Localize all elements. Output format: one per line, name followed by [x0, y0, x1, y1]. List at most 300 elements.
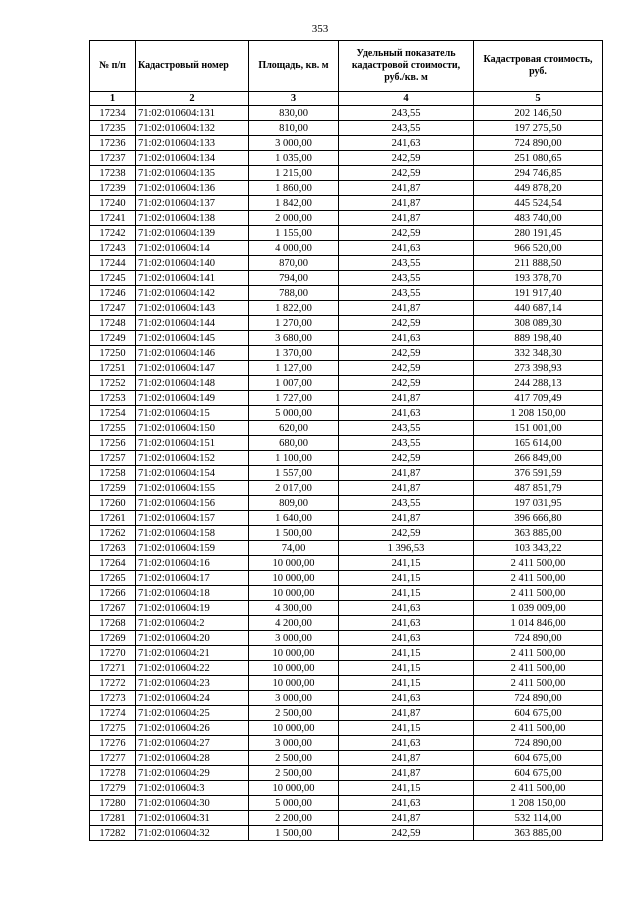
- unit-rate-cell: 241,63: [339, 796, 474, 811]
- cadastral-number-cell: 71:02:010604:158: [136, 526, 249, 541]
- cadastral-value-cell: 193 378,70: [474, 271, 603, 286]
- unit-rate-cell: 242,59: [339, 451, 474, 466]
- cadastral-number-cell: 71:02:010604:149: [136, 391, 249, 406]
- table-row: [90, 361, 603, 376]
- area-cell: 3 000,00: [249, 736, 339, 751]
- cadastral-number-cell: 71:02:010604:150: [136, 421, 249, 436]
- table-row: [90, 721, 603, 736]
- cadastral-value-cell: 2 411 500,00: [474, 781, 603, 796]
- area-cell: 2 500,00: [249, 706, 339, 721]
- cadastral-value-cell: 332 348,30: [474, 346, 603, 361]
- cadastral-value-cell: 724 890,00: [474, 736, 603, 751]
- row-index-cell: 17259: [90, 481, 136, 496]
- table-row: [90, 541, 603, 556]
- area-cell: 2 200,00: [249, 811, 339, 826]
- area-cell: 3 000,00: [249, 631, 339, 646]
- column-number: 5: [474, 92, 603, 106]
- unit-rate-cell: 241,15: [339, 721, 474, 736]
- row-index-cell: 17275: [90, 721, 136, 736]
- table-row: [90, 781, 603, 796]
- table-row: [90, 556, 603, 571]
- cadastral-value-cell: 417 709,49: [474, 391, 603, 406]
- cadastral-number-cell: 71:02:010604:154: [136, 466, 249, 481]
- unit-rate-cell: 242,59: [339, 361, 474, 376]
- table-row: [90, 121, 603, 136]
- area-cell: 809,00: [249, 496, 339, 511]
- cadastral-number-cell: 71:02:010604:140: [136, 256, 249, 271]
- cadastral-value-cell: 440 687,14: [474, 301, 603, 316]
- unit-rate-cell: 241,63: [339, 691, 474, 706]
- area-cell: 810,00: [249, 121, 339, 136]
- column-number: 4: [339, 92, 474, 106]
- area-cell: 1 500,00: [249, 526, 339, 541]
- cadastral-number-cell: 71:02:010604:14: [136, 241, 249, 256]
- area-cell: 1 215,00: [249, 166, 339, 181]
- table-row: [90, 151, 603, 166]
- header-cadastral-value: Кадастровая стоимость, руб.: [474, 41, 603, 92]
- cadastral-value-cell: 2 411 500,00: [474, 556, 603, 571]
- row-index-cell: 17271: [90, 661, 136, 676]
- table-row: [90, 406, 603, 421]
- cadastral-number-cell: 71:02:010604:135: [136, 166, 249, 181]
- cadastral-value-cell: 308 089,30: [474, 316, 603, 331]
- row-index-cell: 17267: [90, 601, 136, 616]
- cadastral-value-cell: 294 746,85: [474, 166, 603, 181]
- row-index-cell: 17245: [90, 271, 136, 286]
- area-cell: 870,00: [249, 256, 339, 271]
- area-cell: 10 000,00: [249, 661, 339, 676]
- table-row: [90, 706, 603, 721]
- row-index-cell: 17279: [90, 781, 136, 796]
- cadastral-value-cell: 244 288,13: [474, 376, 603, 391]
- area-cell: 1 100,00: [249, 451, 339, 466]
- row-index-cell: 17276: [90, 736, 136, 751]
- area-cell: 1 557,00: [249, 466, 339, 481]
- cadastral-value-cell: 197 031,95: [474, 496, 603, 511]
- cadastral-number-cell: 71:02:010604:26: [136, 721, 249, 736]
- table-row: [90, 241, 603, 256]
- area-cell: 2 500,00: [249, 751, 339, 766]
- area-cell: 1 270,00: [249, 316, 339, 331]
- area-cell: 1 007,00: [249, 376, 339, 391]
- cadastral-number-cell: 71:02:010604:19: [136, 601, 249, 616]
- area-cell: 3 000,00: [249, 136, 339, 151]
- cadastral-table: [89, 40, 603, 841]
- cadastral-number-cell: 71:02:010604:3: [136, 781, 249, 796]
- table-row: [90, 826, 603, 841]
- area-cell: 2 500,00: [249, 766, 339, 781]
- column-number-row: [90, 92, 603, 106]
- cadastral-number-cell: 71:02:010604:134: [136, 151, 249, 166]
- cadastral-number-cell: 71:02:010604:21: [136, 646, 249, 661]
- unit-rate-cell: 241,87: [339, 466, 474, 481]
- cadastral-value-cell: 724 890,00: [474, 631, 603, 646]
- row-index-cell: 17243: [90, 241, 136, 256]
- cadastral-value-cell: 2 411 500,00: [474, 661, 603, 676]
- unit-rate-cell: 241,87: [339, 811, 474, 826]
- unit-rate-cell: 241,63: [339, 631, 474, 646]
- cadastral-number-cell: 71:02:010604:147: [136, 361, 249, 376]
- cadastral-number-cell: 71:02:010604:20: [136, 631, 249, 646]
- table-row: [90, 376, 603, 391]
- table-row: [90, 106, 603, 121]
- row-index-cell: 17250: [90, 346, 136, 361]
- unit-rate-cell: 243,55: [339, 121, 474, 136]
- cadastral-number-cell: 71:02:010604:141: [136, 271, 249, 286]
- cadastral-value-cell: 376 591,59: [474, 466, 603, 481]
- row-index-cell: 17264: [90, 556, 136, 571]
- header-cadastral-number: Кадастровый номер: [136, 41, 249, 92]
- unit-rate-cell: 241,15: [339, 586, 474, 601]
- row-index-cell: 17258: [90, 466, 136, 481]
- row-index-cell: 17268: [90, 616, 136, 631]
- area-cell: 3 000,00: [249, 691, 339, 706]
- cadastral-value-cell: 396 666,80: [474, 511, 603, 526]
- row-index-cell: 17244: [90, 256, 136, 271]
- row-index-cell: 17269: [90, 631, 136, 646]
- cadastral-value-cell: 151 001,00: [474, 421, 603, 436]
- unit-rate-cell: 241,87: [339, 181, 474, 196]
- unit-rate-cell: 243,55: [339, 271, 474, 286]
- cadastral-value-cell: 280 191,45: [474, 226, 603, 241]
- cadastral-value-cell: 251 080,65: [474, 151, 603, 166]
- unit-rate-cell: 242,59: [339, 166, 474, 181]
- cadastral-value-cell: 191 917,40: [474, 286, 603, 301]
- area-cell: 1 155,00: [249, 226, 339, 241]
- column-number: 2: [136, 92, 249, 106]
- unit-rate-cell: 241,15: [339, 571, 474, 586]
- table-row: [90, 571, 603, 586]
- cadastral-value-cell: 363 885,00: [474, 826, 603, 841]
- cadastral-value-cell: 445 524,54: [474, 196, 603, 211]
- cadastral-number-cell: 71:02:010604:138: [136, 211, 249, 226]
- area-cell: 1 640,00: [249, 511, 339, 526]
- table-row: [90, 646, 603, 661]
- area-cell: 5 000,00: [249, 796, 339, 811]
- unit-rate-cell: 242,59: [339, 316, 474, 331]
- cadastral-number-cell: 71:02:010604:131: [136, 106, 249, 121]
- cadastral-value-cell: 604 675,00: [474, 751, 603, 766]
- unit-rate-cell: 243,55: [339, 286, 474, 301]
- row-index-cell: 17236: [90, 136, 136, 151]
- area-cell: 10 000,00: [249, 721, 339, 736]
- area-cell: 1 842,00: [249, 196, 339, 211]
- table-row: [90, 271, 603, 286]
- area-cell: 4 200,00: [249, 616, 339, 631]
- unit-rate-cell: 242,59: [339, 826, 474, 841]
- unit-rate-cell: 243,55: [339, 106, 474, 121]
- area-cell: 1 727,00: [249, 391, 339, 406]
- area-cell: 10 000,00: [249, 571, 339, 586]
- table-row: [90, 676, 603, 691]
- row-index-cell: 17265: [90, 571, 136, 586]
- area-cell: 10 000,00: [249, 676, 339, 691]
- table-row: [90, 211, 603, 226]
- unit-rate-cell: 241,87: [339, 706, 474, 721]
- row-index-cell: 17278: [90, 766, 136, 781]
- row-index-cell: 17277: [90, 751, 136, 766]
- table-row: [90, 511, 603, 526]
- row-index-cell: 17238: [90, 166, 136, 181]
- row-index-cell: 17246: [90, 286, 136, 301]
- table-row: [90, 166, 603, 181]
- row-index-cell: 17281: [90, 811, 136, 826]
- table-row: [90, 526, 603, 541]
- area-cell: 74,00: [249, 541, 339, 556]
- cadastral-number-cell: 71:02:010604:16: [136, 556, 249, 571]
- table-row: [90, 331, 603, 346]
- unit-rate-cell: 243,55: [339, 436, 474, 451]
- unit-rate-cell: 241,15: [339, 646, 474, 661]
- table-row: [90, 451, 603, 466]
- table-row: [90, 766, 603, 781]
- cadastral-number-cell: 71:02:010604:17: [136, 571, 249, 586]
- unit-rate-cell: 241,15: [339, 661, 474, 676]
- area-cell: 3 680,00: [249, 331, 339, 346]
- area-cell: 4 300,00: [249, 601, 339, 616]
- table-row: [90, 391, 603, 406]
- area-cell: 794,00: [249, 271, 339, 286]
- table-row: [90, 616, 603, 631]
- unit-rate-cell: 241,87: [339, 481, 474, 496]
- page-number: 353: [311, 23, 329, 35]
- row-index-cell: 17261: [90, 511, 136, 526]
- row-index-cell: 17260: [90, 496, 136, 511]
- row-index-cell: 17242: [90, 226, 136, 241]
- cadastral-number-cell: 71:02:010604:155: [136, 481, 249, 496]
- cadastral-number-cell: 71:02:010604:137: [136, 196, 249, 211]
- cadastral-value-cell: 2 411 500,00: [474, 571, 603, 586]
- row-index-cell: 17256: [90, 436, 136, 451]
- area-cell: 1 860,00: [249, 181, 339, 196]
- row-index-cell: 17241: [90, 211, 136, 226]
- table-row: [90, 736, 603, 751]
- area-cell: 4 000,00: [249, 241, 339, 256]
- cadastral-value-cell: 197 275,50: [474, 121, 603, 136]
- row-index-cell: 17273: [90, 691, 136, 706]
- row-index-cell: 17266: [90, 586, 136, 601]
- unit-rate-cell: 241,15: [339, 781, 474, 796]
- cadastral-number-cell: 71:02:010604:27: [136, 736, 249, 751]
- column-number: 1: [90, 92, 136, 106]
- row-index-cell: 17254: [90, 406, 136, 421]
- cadastral-value-cell: 724 890,00: [474, 691, 603, 706]
- table-row: [90, 661, 603, 676]
- cadastral-number-cell: 71:02:010604:139: [136, 226, 249, 241]
- unit-rate-cell: 241,87: [339, 751, 474, 766]
- area-cell: 1 500,00: [249, 826, 339, 841]
- row-index-cell: 17249: [90, 331, 136, 346]
- cadastral-number-cell: 71:02:010604:142: [136, 286, 249, 301]
- row-index-cell: 17248: [90, 316, 136, 331]
- area-cell: 1 127,00: [249, 361, 339, 376]
- table-row: [90, 226, 603, 241]
- area-cell: 5 000,00: [249, 406, 339, 421]
- cadastral-value-cell: 2 411 500,00: [474, 721, 603, 736]
- unit-rate-cell: 1 396,53: [339, 541, 474, 556]
- unit-rate-cell: 241,63: [339, 331, 474, 346]
- area-cell: 1 035,00: [249, 151, 339, 166]
- cadastral-value-cell: 273 398,93: [474, 361, 603, 376]
- unit-rate-cell: 242,59: [339, 346, 474, 361]
- cadastral-number-cell: 71:02:010604:152: [136, 451, 249, 466]
- cadastral-value-cell: 165 614,00: [474, 436, 603, 451]
- cadastral-value-cell: 2 411 500,00: [474, 676, 603, 691]
- area-cell: 620,00: [249, 421, 339, 436]
- table-row: [90, 256, 603, 271]
- cadastral-value-cell: 202 146,50: [474, 106, 603, 121]
- header-index: № п/п: [90, 41, 136, 92]
- cadastral-number-cell: 71:02:010604:31: [136, 811, 249, 826]
- cadastral-value-cell: 211 888,50: [474, 256, 603, 271]
- table-row: [90, 586, 603, 601]
- cadastral-number-cell: 71:02:010604:143: [136, 301, 249, 316]
- table-row: [90, 196, 603, 211]
- cadastral-value-cell: 483 740,00: [474, 211, 603, 226]
- row-index-cell: 17270: [90, 646, 136, 661]
- cadastral-value-cell: 1 039 009,00: [474, 601, 603, 616]
- unit-rate-cell: 241,63: [339, 136, 474, 151]
- cadastral-number-cell: 71:02:010604:29: [136, 766, 249, 781]
- table-row: [90, 811, 603, 826]
- area-cell: 1 822,00: [249, 301, 339, 316]
- cadastral-value-cell: 2 411 500,00: [474, 646, 603, 661]
- unit-rate-cell: 241,87: [339, 766, 474, 781]
- row-index-cell: 17252: [90, 376, 136, 391]
- table-row: [90, 691, 603, 706]
- cadastral-number-cell: 71:02:010604:159: [136, 541, 249, 556]
- table-row: [90, 301, 603, 316]
- table-row: [90, 421, 603, 436]
- cadastral-number-cell: 71:02:010604:32: [136, 826, 249, 841]
- row-index-cell: 17282: [90, 826, 136, 841]
- row-index-cell: 17235: [90, 121, 136, 136]
- row-index-cell: 17262: [90, 526, 136, 541]
- table-row: [90, 466, 603, 481]
- row-index-cell: 17251: [90, 361, 136, 376]
- cadastral-value-cell: 487 851,79: [474, 481, 603, 496]
- area-cell: 830,00: [249, 106, 339, 121]
- cadastral-number-cell: 71:02:010604:24: [136, 691, 249, 706]
- cadastral-number-cell: 71:02:010604:23: [136, 676, 249, 691]
- table-row: [90, 136, 603, 151]
- unit-rate-cell: 241,15: [339, 556, 474, 571]
- cadastral-value-cell: 2 411 500,00: [474, 586, 603, 601]
- cadastral-number-cell: 71:02:010604:136: [136, 181, 249, 196]
- table-row: [90, 796, 603, 811]
- cadastral-number-cell: 71:02:010604:156: [136, 496, 249, 511]
- cadastral-number-cell: 71:02:010604:148: [136, 376, 249, 391]
- cadastral-number-cell: 71:02:010604:151: [136, 436, 249, 451]
- cadastral-number-cell: 71:02:010604:132: [136, 121, 249, 136]
- area-cell: 788,00: [249, 286, 339, 301]
- cadastral-value-cell: 604 675,00: [474, 706, 603, 721]
- cadastral-number-cell: 71:02:010604:18: [136, 586, 249, 601]
- cadastral-value-cell: 1 208 150,00: [474, 796, 603, 811]
- area-cell: 10 000,00: [249, 586, 339, 601]
- cadastral-number-cell: 71:02:010604:15: [136, 406, 249, 421]
- row-index-cell: 17274: [90, 706, 136, 721]
- cadastral-number-cell: 71:02:010604:2: [136, 616, 249, 631]
- unit-rate-cell: 241,87: [339, 196, 474, 211]
- row-index-cell: 17280: [90, 796, 136, 811]
- cadastral-value-cell: 1 208 150,00: [474, 406, 603, 421]
- table-row: [90, 346, 603, 361]
- unit-rate-cell: 241,87: [339, 511, 474, 526]
- unit-rate-cell: 242,59: [339, 526, 474, 541]
- table-row: [90, 496, 603, 511]
- table-row: [90, 481, 603, 496]
- row-index-cell: 17255: [90, 421, 136, 436]
- unit-rate-cell: 241,87: [339, 301, 474, 316]
- cadastral-value-cell: 1 014 846,00: [474, 616, 603, 631]
- cadastral-value-cell: 532 114,00: [474, 811, 603, 826]
- row-index-cell: 17237: [90, 151, 136, 166]
- table-row: [90, 181, 603, 196]
- unit-rate-cell: 241,63: [339, 406, 474, 421]
- table-row: [90, 286, 603, 301]
- unit-rate-cell: 241,63: [339, 601, 474, 616]
- unit-rate-cell: 242,59: [339, 376, 474, 391]
- unit-rate-cell: 241,63: [339, 616, 474, 631]
- area-cell: 10 000,00: [249, 781, 339, 796]
- area-cell: 10 000,00: [249, 556, 339, 571]
- cadastral-value-cell: 966 520,00: [474, 241, 603, 256]
- unit-rate-cell: 241,63: [339, 241, 474, 256]
- cadastral-value-cell: 724 890,00: [474, 136, 603, 151]
- unit-rate-cell: 241,87: [339, 391, 474, 406]
- cadastral-number-cell: 71:02:010604:133: [136, 136, 249, 151]
- table-row: [90, 316, 603, 331]
- cadastral-value-cell: 266 849,00: [474, 451, 603, 466]
- cadastral-value-cell: 889 198,40: [474, 331, 603, 346]
- table-row: [90, 751, 603, 766]
- unit-rate-cell: 241,15: [339, 676, 474, 691]
- cadastral-value-cell: 449 878,20: [474, 181, 603, 196]
- area-cell: 2 017,00: [249, 481, 339, 496]
- cadastral-value-cell: 103 343,22: [474, 541, 603, 556]
- row-index-cell: 17253: [90, 391, 136, 406]
- cadastral-number-cell: 71:02:010604:25: [136, 706, 249, 721]
- area-cell: 10 000,00: [249, 646, 339, 661]
- column-number: 3: [249, 92, 339, 106]
- unit-rate-cell: 242,59: [339, 226, 474, 241]
- header-row: [90, 41, 603, 92]
- cadastral-number-cell: 71:02:010604:144: [136, 316, 249, 331]
- cadastral-number-cell: 71:02:010604:30: [136, 796, 249, 811]
- cadastral-number-cell: 71:02:010604:28: [136, 751, 249, 766]
- row-index-cell: 17257: [90, 451, 136, 466]
- cadastral-number-cell: 71:02:010604:146: [136, 346, 249, 361]
- area-cell: 2 000,00: [249, 211, 339, 226]
- unit-rate-cell: 241,63: [339, 736, 474, 751]
- cadastral-number-cell: 71:02:010604:22: [136, 661, 249, 676]
- row-index-cell: 17239: [90, 181, 136, 196]
- cadastral-value-cell: 363 885,00: [474, 526, 603, 541]
- table-body: [90, 106, 603, 841]
- cadastral-number-cell: 71:02:010604:145: [136, 331, 249, 346]
- header-unit-rate: Удельный показатель кадастровой стоимости, руб./кв. м: [339, 41, 474, 92]
- table-row: [90, 436, 603, 451]
- row-index-cell: 17234: [90, 106, 136, 121]
- area-cell: 1 370,00: [249, 346, 339, 361]
- header-area: Площадь, кв. м: [249, 41, 339, 92]
- unit-rate-cell: 243,55: [339, 421, 474, 436]
- unit-rate-cell: 243,55: [339, 496, 474, 511]
- unit-rate-cell: 242,59: [339, 151, 474, 166]
- unit-rate-cell: 241,87: [339, 211, 474, 226]
- area-cell: 680,00: [249, 436, 339, 451]
